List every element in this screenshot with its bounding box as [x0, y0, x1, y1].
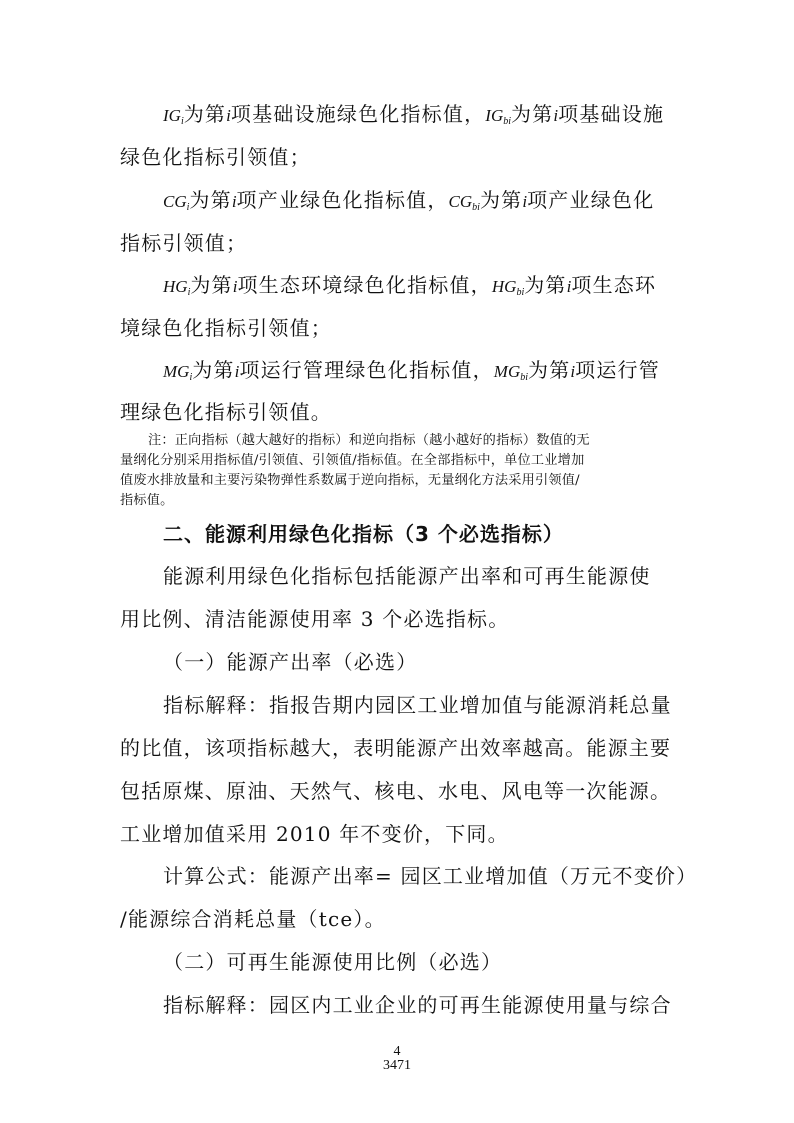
- paragraph-line: 指标解释：园区内工业企业的可再生能源使用量与综合: [163, 993, 672, 1017]
- paragraph-line: 包括原煤、原油、天然气、核电、水电、风电等一次能源。: [120, 779, 672, 803]
- variable: MG: [493, 362, 521, 381]
- note-line: 注：正向指标（越大越好的指标）和逆向指标（越小越好的指标）数值的无: [148, 433, 590, 448]
- subscript: bi: [520, 372, 529, 383]
- section-heading: 二、能源利用绿色化指标（3 个必选指标）: [163, 522, 564, 546]
- subscript: i: [180, 116, 184, 127]
- document-number: 3471: [383, 1058, 411, 1073]
- definition-continuation: 绿色化指标引领值；: [120, 145, 311, 169]
- variable: HG: [163, 277, 188, 296]
- paragraph-line: 的比值，该项指标越大，表明能源产出效率越高。能源主要: [120, 736, 672, 760]
- subscript: i: [187, 287, 191, 298]
- note-line: 指标值。: [120, 493, 174, 508]
- variable: CG: [163, 192, 187, 211]
- subsection-heading: （二）可再生能源使用比例（必选）: [163, 950, 503, 974]
- paragraph-line: 用比例、清洁能源使用率 3 个必选指标。: [120, 607, 510, 631]
- subscript: bi: [472, 202, 480, 213]
- paragraph-line: 指标解释：指报告期内园区工业增加值与能源消耗总量: [163, 693, 672, 717]
- note-line: 值废水排放量和主要污染物弹性系数属于逆向指标，无量纲化方法采用引领值/: [120, 473, 580, 488]
- variable: MG: [163, 362, 190, 381]
- subsection-heading: （一）能源产出率（必选）: [163, 650, 418, 674]
- definition-continuation: 理绿色化指标引领值。: [120, 400, 332, 424]
- variable: IG: [485, 106, 504, 125]
- note-line: 量纲化分别采用指标值/引领值、引领值/指标值。在全部指标中，单位工业增加: [120, 453, 585, 468]
- definition-continuation: 境绿色化指标引领值；: [120, 316, 332, 340]
- subscript: bi: [516, 287, 525, 298]
- definition-line: $MG_i$为第i项运行管理绿色化指标值，$MG_{bi}$为第i项运行管: [163, 358, 660, 383]
- subscript: bi: [503, 116, 512, 127]
- variable: CG: [448, 192, 473, 211]
- subscript: i: [186, 202, 190, 213]
- paragraph-line: 能源利用绿色化指标包括能源产出率和可再生能源使: [163, 564, 651, 588]
- definition-line: $IG_i$为第i项基础设施绿色化指标值，$IG_{bi}$为第i项基础设施: [163, 102, 665, 127]
- variable: IG: [163, 106, 181, 125]
- paragraph-line: 工业增加值采用 2010 年不变价，下同。: [120, 822, 509, 846]
- subscript: i: [189, 372, 193, 383]
- page-number: 4: [393, 1044, 401, 1059]
- definition-continuation: 指标引领值；: [120, 231, 248, 255]
- definition-line: $HG_i$为第i项生态环境绿色化指标值，$HG_{bi}$为第i项生态环: [163, 273, 657, 298]
- definition-line: $CG_i$为第i项产业绿色化指标值，$CG_{bi}$为第i项产业绿色化: [163, 188, 655, 213]
- formula-line: /能源综合消耗总量（tce）。: [120, 907, 386, 931]
- variable: HG: [491, 277, 517, 296]
- formula-line: 计算公式：能源产出率= 园区工业增加值（万元不变价）: [163, 864, 698, 888]
